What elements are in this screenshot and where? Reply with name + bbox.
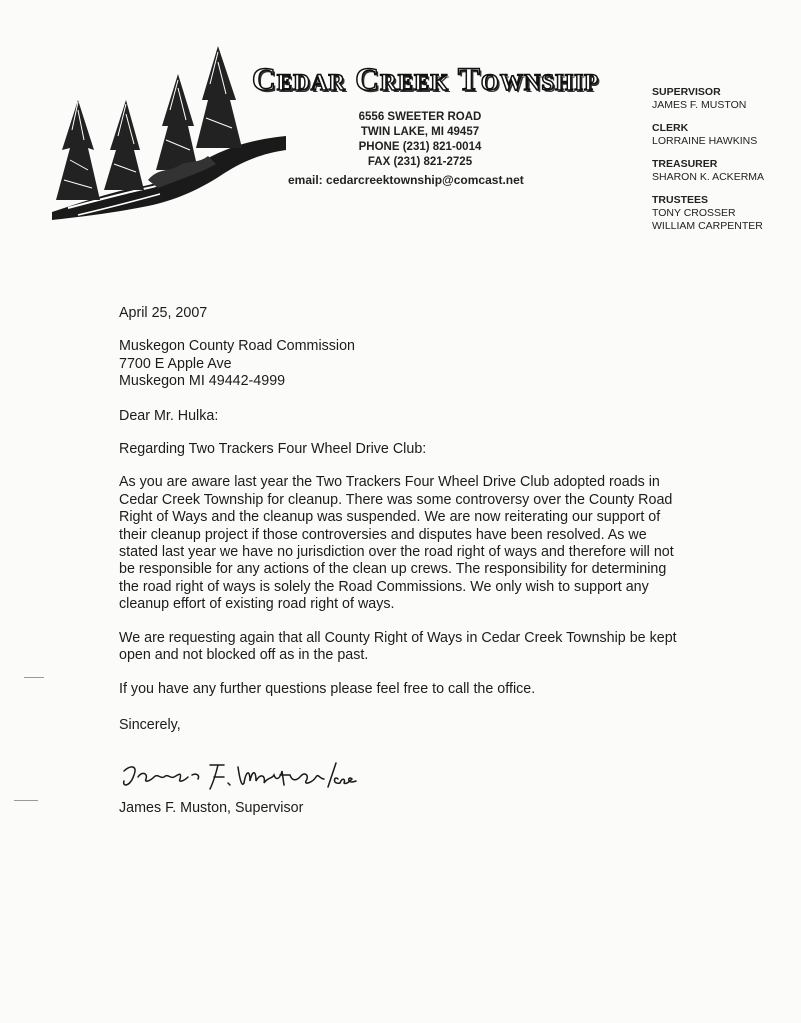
address-city: TWIN LAKE, MI 49457 — [360, 126, 480, 138]
officer-name: TONY CROSSER — [652, 207, 736, 219]
scan-mark — [24, 677, 44, 678]
officer-name: JAMES F. MUSTON — [652, 99, 747, 111]
address-fax: FAX (231) 821-2725 — [367, 156, 473, 168]
body-paragraph: If you have any further questions please feel free to call the office. — [119, 680, 536, 697]
officer-name: SHARON K. ACKERMA — [652, 171, 765, 183]
officer-treasurer — [652, 158, 801, 184]
body-paragraph: As you are aware last year the Two Trackers Four Wheel Drive Club adopted roads in Cedar Creek Township for cleanup. There was some controversy over the County Road Right of Ways and the cleanup was suspended. We are now reiterating our support of their cleanup project if those controversies and disputes have been resolved. As we stated last year we have no jurisdiction over the road right of ways and therefore will not be responsible for any actions of the clean up crews. The responsibility for determining the road right of ways is solely the Road Commissions. We only wish to support any cleanup effort of existing road right of ways. — [119, 474, 674, 613]
officer-supervisor — [652, 86, 801, 112]
letter-date: April 25, 2007 — [119, 305, 208, 321]
officer-clerk — [652, 122, 801, 148]
handwritten-signature — [120, 757, 360, 795]
body-paragraph: We are requesting again that all County Right of Ways in Cedar Creek Township be kept open and not blocked off as in the past. — [119, 629, 677, 664]
officer-title: SUPERVISOR — [652, 86, 721, 98]
recipient-name: Muskegon County Road Commission — [119, 338, 356, 355]
recipient-street: 7700 E Apple Ave — [119, 355, 232, 372]
regarding-line: Regarding Two Trackers Four Wheel Drive Club: — [119, 441, 427, 458]
recipient-city: Muskegon MI 49442-4999 — [119, 373, 286, 390]
scan-mark — [14, 800, 38, 801]
recipient-address — [119, 338, 679, 390]
address-street: 6556 SWEETER ROAD — [358, 111, 482, 123]
letter-body — [119, 305, 679, 734]
email-line: email: cedarcreektownship@comcast.net — [288, 173, 524, 187]
officer-name: WILLIAM CARPENTER — [652, 220, 763, 232]
township-title: Cedar Creek Township — [252, 62, 600, 98]
officer-name: LORRAINE HAWKINS — [652, 135, 758, 147]
address-block — [330, 110, 510, 170]
officer-title: TREASURER — [652, 158, 718, 170]
officers-list — [652, 86, 801, 243]
officer-title: CLERK — [652, 122, 689, 134]
officer-title: TRUSTEES — [652, 194, 709, 206]
closing: Sincerely, — [119, 716, 181, 733]
signer-name: James F. Muston, Supervisor — [119, 800, 304, 816]
salutation: Dear Mr. Hulka: — [119, 407, 219, 424]
address-phone: PHONE (231) 821-0014 — [358, 141, 482, 153]
officer-trustees — [652, 194, 801, 233]
